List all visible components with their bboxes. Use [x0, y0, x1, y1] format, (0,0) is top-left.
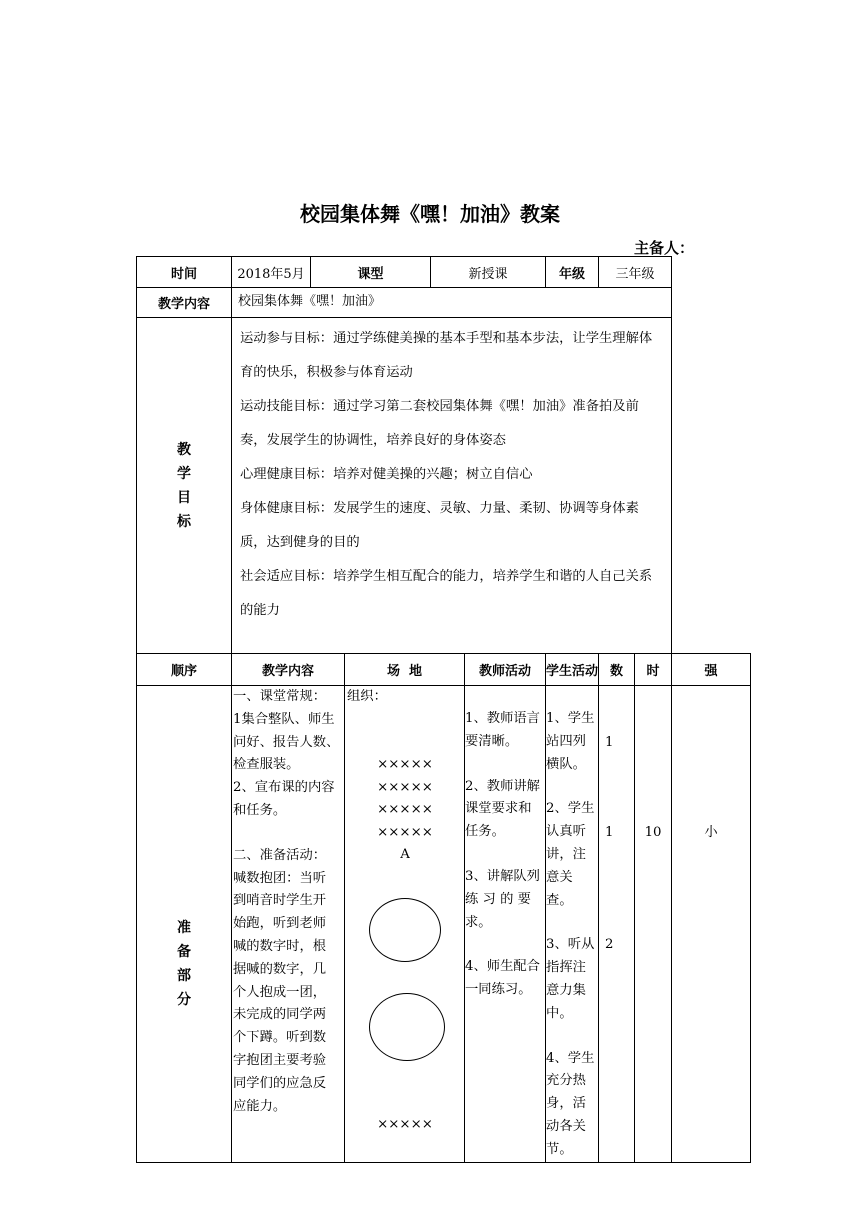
prep-label-char: 分	[177, 991, 191, 1008]
content-line: 据喊的数字，几	[233, 961, 327, 977]
content-row	[137, 288, 751, 318]
field-diagram	[345, 686, 465, 1163]
prep-content	[232, 686, 345, 1163]
formation-row: ×××××	[377, 779, 433, 795]
info-row	[137, 257, 751, 288]
content-line: 始跑，听到老师	[233, 916, 327, 932]
prep-label-char: 部	[177, 967, 191, 984]
student-line: 意力集中。	[546, 982, 586, 1021]
goals-label-char: 教	[177, 441, 191, 458]
teacher-marker: A	[400, 847, 410, 863]
document-title: 校园集体舞《嘿！加油》教案	[300, 202, 560, 226]
teacher-line	[465, 934, 545, 956]
header-time: 时	[635, 654, 672, 686]
student-line: 节。	[546, 1141, 573, 1157]
student-line: 横队。	[546, 756, 586, 772]
goals-row	[137, 318, 751, 654]
teacher-line: 2、教师讲解	[465, 778, 540, 794]
teacher-line: 课堂要求和	[465, 801, 532, 817]
lesson-plan-table	[136, 256, 751, 1163]
content-line: 同学们的应急反	[233, 1075, 327, 1091]
goals-label-char: 学	[177, 465, 191, 482]
teacher-line: 任务。	[465, 824, 505, 840]
content-line	[233, 823, 344, 845]
goals-label-char: 标	[177, 513, 191, 530]
goal-item: 心理健康目标：培养对健美操的兴趣；树立自信心	[240, 467, 533, 482]
content-line: 喊数抱团：当听	[233, 870, 327, 886]
count-value: 2	[605, 937, 614, 952]
time-value-cell: 10	[644, 825, 662, 840]
count-cell	[599, 686, 635, 1163]
goals-content	[232, 318, 672, 654]
teacher-line: 求。	[465, 914, 492, 930]
goal-item: 社会适应目标：培养学生相互配合的能力，培养学生和谐的人自己关系的能力	[240, 569, 653, 618]
content-line: 到哨音时学生开	[233, 893, 327, 909]
teacher-line	[465, 844, 545, 866]
count-value: 1	[605, 825, 614, 840]
grade-label: 年级	[546, 257, 599, 288]
goals-label-char: 目	[177, 489, 191, 506]
author-label: 主备人：	[634, 239, 695, 257]
goals-label	[137, 318, 232, 654]
content-line: 一、课堂常规：	[233, 689, 327, 704]
content-line: 检查服装。	[233, 757, 300, 773]
student-line: 1、学生站四列	[546, 711, 595, 749]
teacher-line: 要清晰。	[465, 733, 519, 749]
type-label: 课型	[311, 257, 431, 288]
intensity-cell	[672, 686, 751, 1163]
teacher-line: 一同练习。	[465, 982, 532, 998]
student-activity	[546, 686, 599, 1163]
content-line: 应能力。	[233, 1098, 287, 1114]
prep-section-row	[137, 686, 751, 1163]
goal-item: 身体健康目标：发展学生的速度、灵敏、力量、柔韧、协调等身体素质，达到健身的目的	[240, 501, 639, 550]
student-line	[546, 912, 598, 934]
student-line: 2、学生认真听	[546, 801, 595, 840]
student-line: 4、学生充分热	[546, 1050, 595, 1089]
content-line: 2、宣布课的内容	[233, 780, 335, 796]
header-teacher: 教师活动	[465, 654, 546, 686]
time-cell	[635, 686, 672, 1163]
student-line: 3、听从指挥注	[546, 937, 595, 976]
teacher-line: 1、教师语言	[465, 711, 540, 726]
goal-item: 运动技能目标：通过学习第二套校园集体舞《嘿！加油》准备拍及前奏，发展学生的协调性，培养良好的身体姿态	[240, 399, 639, 448]
formation-row: ×××××	[377, 802, 433, 818]
content-line: 字抱团主要考验	[233, 1052, 327, 1068]
teacher-line: 3、讲解队列	[465, 868, 540, 884]
student-line	[546, 1026, 598, 1048]
type-value: 新授课	[431, 257, 546, 288]
content-line: 二、准备活动：	[233, 847, 327, 863]
grade-value: 三年级	[599, 257, 672, 288]
formation-row: ×××××	[377, 824, 433, 840]
formation-row: ×××××	[377, 757, 433, 772]
content-label: 教学内容	[137, 288, 232, 318]
header-count: 数	[599, 654, 635, 686]
goal-item: 运动参与目标：通过学练健美操的基本手型和基本步法，让学生理解体育的快乐，积极参与体育运动	[240, 331, 653, 380]
content-line: 个人抱成一团，	[233, 984, 327, 1000]
section-header-row	[137, 654, 751, 686]
content-line: 个下蹲。听到数	[233, 1030, 327, 1046]
header-order: 顺序	[137, 654, 232, 686]
time-label: 时间	[137, 257, 232, 288]
formation-bottom: ×××××	[377, 1117, 433, 1132]
header-student: 学生活动	[546, 654, 599, 686]
teacher-activity	[465, 686, 546, 1163]
student-line	[546, 776, 598, 798]
circle-shape	[369, 993, 445, 1061]
content-line: 1集合整队、师生	[233, 711, 335, 727]
prep-label	[137, 686, 232, 1163]
field-label: 组织：	[347, 689, 387, 704]
header-content: 教学内容	[232, 654, 345, 686]
prep-label-char: 备	[177, 943, 191, 960]
time-value: 2018年5月	[232, 257, 311, 288]
content-line: 喊的数字时，根	[233, 938, 327, 954]
teacher-line: 练 习 的 要	[465, 891, 531, 907]
prep-label-char: 准	[177, 919, 191, 936]
teacher-line	[465, 754, 545, 776]
intensity-value: 小	[704, 825, 718, 840]
content-value: 校园集体舞《嘿！加油》	[232, 288, 672, 318]
content-line: 和任务。	[233, 802, 287, 818]
student-line: 身，活动各关	[546, 1096, 586, 1134]
count-value: 1	[605, 735, 614, 750]
content-line: 问好、报告人数、	[233, 734, 340, 750]
circle-shape	[369, 898, 441, 962]
teacher-line: 4、师生配合	[465, 959, 540, 975]
student-line: 讲，注意关查。	[546, 846, 586, 908]
content-line: 未完成的同学两	[233, 1007, 327, 1023]
header-intensity: 强	[672, 654, 751, 686]
student-formation	[345, 754, 465, 867]
header-field: 场 地	[345, 654, 465, 686]
